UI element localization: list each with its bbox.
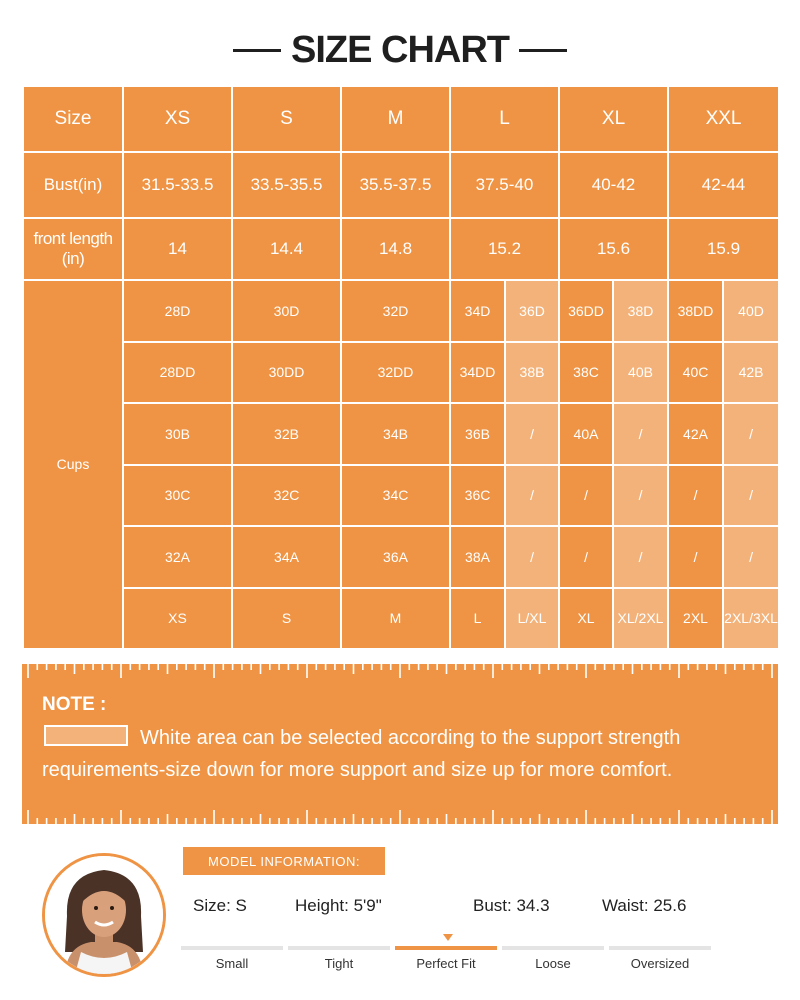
cup-cell: /	[505, 403, 559, 465]
cup-cell: XL/2XL	[613, 588, 668, 650]
front-length-cell: 14	[123, 218, 232, 280]
cup-cell: /	[613, 526, 668, 588]
cup-cell: L/XL	[505, 588, 559, 650]
cup-cell: /	[613, 465, 668, 527]
bust-cell: 33.5-35.5	[232, 152, 341, 218]
cup-cell: 30DD	[232, 342, 341, 404]
size-header-xxl: XXL	[668, 86, 779, 152]
cup-cell: 36C	[450, 465, 505, 527]
cup-cell: 34D	[450, 280, 505, 342]
cup-cell: 30C	[123, 465, 232, 527]
cup-cell: 40B	[613, 342, 668, 404]
cups-row-label: Cups	[23, 280, 123, 649]
front-length-cell: 15.6	[559, 218, 668, 280]
cup-cell: 34A	[232, 526, 341, 588]
fit-label: Perfect Fit	[416, 956, 476, 971]
bust-cell: 37.5-40	[450, 152, 559, 218]
size-row-label: Size	[23, 86, 123, 152]
model-bust: Bust: 34.3	[473, 896, 550, 915]
cup-cell: 38A	[450, 526, 505, 588]
cup-cell: /	[668, 465, 723, 527]
cup-cell: /	[559, 465, 613, 527]
size-chart-table	[22, 85, 780, 650]
page-title: SIZE CHART	[291, 28, 509, 71]
cup-cell: M	[341, 588, 450, 650]
cups-row	[23, 588, 779, 650]
cup-cell: /	[505, 526, 559, 588]
cup-cell: /	[505, 465, 559, 527]
front-length-row-label: front length (in)	[23, 218, 123, 280]
cups-row	[23, 280, 779, 342]
model-avatar	[42, 853, 166, 977]
fit-label: Loose	[535, 956, 571, 971]
cup-cell: 38DD	[668, 280, 723, 342]
size-header-s: S	[232, 86, 341, 152]
cup-cell: S	[232, 588, 341, 650]
cup-cell: 30D	[232, 280, 341, 342]
cup-cell: 34DD	[450, 342, 505, 404]
fit-label: Tight	[324, 956, 354, 971]
cup-cell: 40D	[723, 280, 779, 342]
fit-indicator-arrow-icon	[443, 934, 453, 941]
size-header-l: L	[450, 86, 559, 152]
cups-row	[23, 526, 779, 588]
front-length-cell: 15.9	[668, 218, 779, 280]
cup-cell: 36DD	[559, 280, 613, 342]
model-waist: Waist: 25.6	[602, 896, 687, 915]
cup-cell: 42B	[723, 342, 779, 404]
cup-cell: 34B	[341, 403, 450, 465]
fit-label: Small	[215, 956, 249, 971]
title-right-rule	[519, 49, 567, 52]
cup-cell: 32DD	[341, 342, 450, 404]
bust-cell: 31.5-33.5	[123, 152, 232, 218]
note-text-line-2: requirements-size down for more support and size up for more comfort.	[42, 759, 673, 781]
bust-cell: 40-42	[559, 152, 668, 218]
bust-cell: 42-44	[668, 152, 779, 218]
bust-row-label: Bust(in)	[23, 152, 123, 218]
cup-cell: 38C	[559, 342, 613, 404]
cup-cell: /	[723, 465, 779, 527]
bust-cell: 35.5-37.5	[341, 152, 450, 218]
front-length-row	[23, 218, 779, 280]
fit-label: Oversized	[630, 956, 690, 971]
model-size: Size: S	[193, 896, 247, 915]
fit-bar-small	[181, 946, 283, 950]
cups-row	[23, 465, 779, 527]
cup-cell: 38D	[613, 280, 668, 342]
cup-cell: XS	[123, 588, 232, 650]
note-color-swatch	[44, 725, 128, 746]
cups-row	[23, 403, 779, 465]
size-header-xl: XL	[559, 86, 668, 152]
fit-bar-tight	[288, 946, 390, 950]
note-panel	[22, 664, 778, 824]
model-information-label: MODEL INFORMATION:	[183, 847, 385, 875]
front-length-cell: 15.2	[450, 218, 559, 280]
cup-cell: 32D	[341, 280, 450, 342]
cup-cell: 38B	[505, 342, 559, 404]
front-length-cell: 14.8	[341, 218, 450, 280]
cup-cell: 40A	[559, 403, 613, 465]
title-bar	[0, 28, 800, 72]
cup-cell: L	[450, 588, 505, 650]
fit-bar-perfect-fit	[395, 946, 497, 950]
cup-cell: 28D	[123, 280, 232, 342]
bust-row	[23, 152, 779, 218]
ruler-bottom-decoration	[22, 808, 778, 824]
cup-cell: 42A	[668, 403, 723, 465]
cup-cell: 36D	[505, 280, 559, 342]
cup-cell: /	[613, 403, 668, 465]
note-title: NOTE :	[42, 694, 107, 715]
cup-cell: 36A	[341, 526, 450, 588]
cup-cell: 32C	[232, 465, 341, 527]
front-length-cell: 14.4	[232, 218, 341, 280]
cup-cell: /	[668, 526, 723, 588]
cup-cell: 28DD	[123, 342, 232, 404]
cup-cell: /	[723, 403, 779, 465]
cup-cell: 32B	[232, 403, 341, 465]
cup-cell: 2XL/3XL	[723, 588, 779, 650]
fit-bar-oversized	[609, 946, 711, 950]
cup-cell: XL	[559, 588, 613, 650]
note-text-line-1: White area can be selected according to the support strength	[140, 727, 681, 749]
cup-cell: 40C	[668, 342, 723, 404]
fit-bar-loose	[502, 946, 604, 950]
model-height: Height: 5'9"	[295, 896, 382, 915]
cup-cell: 36B	[450, 403, 505, 465]
cups-row	[23, 342, 779, 404]
cup-cell: 2XL	[668, 588, 723, 650]
cup-cell: 32A	[123, 526, 232, 588]
size-header-row	[23, 86, 779, 152]
size-header-xs: XS	[123, 86, 232, 152]
size-header-m: M	[341, 86, 450, 152]
cup-cell: /	[723, 526, 779, 588]
ruler-top-decoration	[22, 664, 778, 680]
cup-cell: 30B	[123, 403, 232, 465]
title-left-rule	[233, 49, 281, 52]
cup-cell: /	[559, 526, 613, 588]
cup-cell: 34C	[341, 465, 450, 527]
